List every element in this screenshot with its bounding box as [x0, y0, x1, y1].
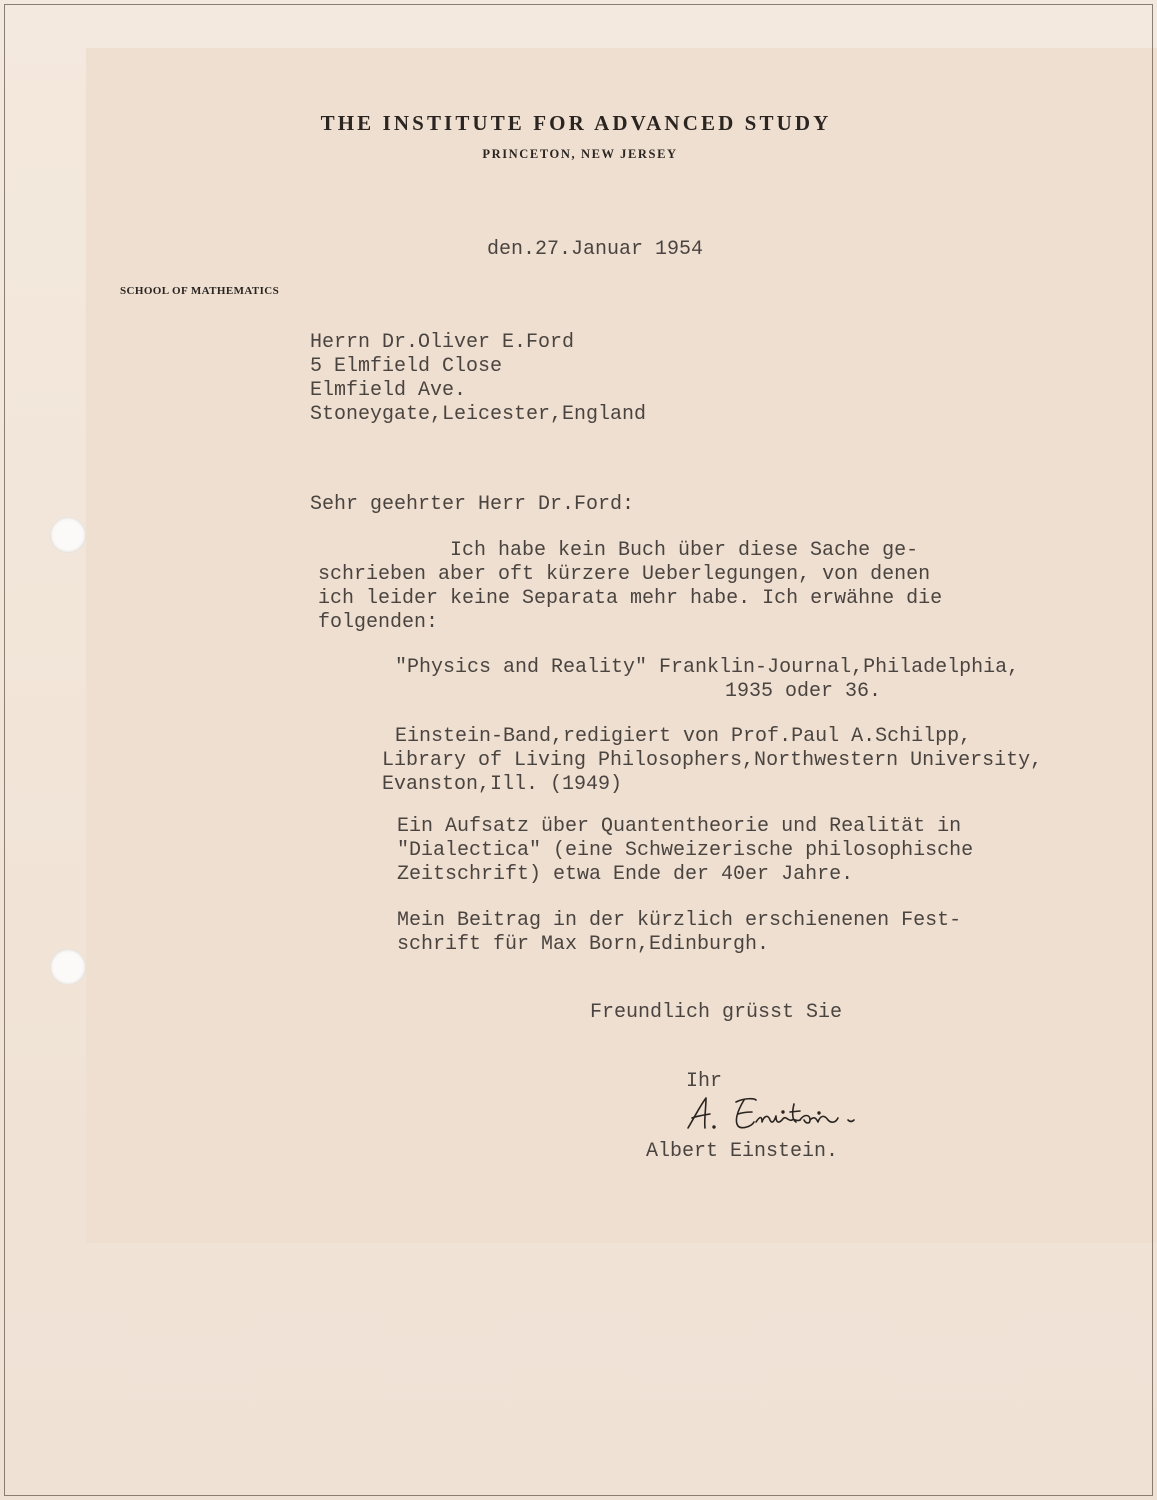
- school-name: SCHOOL OF MATHEMATICS: [120, 285, 280, 297]
- closing-greeting: Freundlich grüsst Sie: [590, 1001, 843, 1024]
- closing-ihr: Ihr: [686, 1070, 723, 1093]
- typed-name: Albert Einstein.: [646, 1140, 839, 1163]
- reference-line: "Physics and Reality" Franklin-Journal,Philadelphia,: [395, 656, 1020, 679]
- institution-name: THE INSTITUTE FOR ADVANCED STUDY: [320, 111, 832, 135]
- reference-line: Library of Living Philosophers,Northwestern University,: [382, 749, 1043, 772]
- institution-location: PRINCETON, NEW JERSEY: [482, 147, 678, 161]
- handwritten-signature: [682, 1092, 902, 1138]
- reference-line: schrift für Max Born,Edinburgh.: [397, 933, 770, 956]
- address-line: Elmfield Ave.: [310, 379, 467, 402]
- body-line: folgenden:: [318, 611, 439, 634]
- reference-line: "Dialectica" (eine Schweizerische philosophische: [397, 839, 974, 862]
- reference-line: Ein Aufsatz über Quantentheorie und Realität in: [397, 815, 962, 838]
- reference-line: Evanston,Ill. (1949): [382, 773, 623, 796]
- reference-line: 1935 oder 36.: [725, 680, 882, 703]
- letterhead: [306, 111, 846, 162]
- address-line: 5 Elmfield Close: [310, 355, 503, 378]
- address-line: Herrn Dr.Oliver E.Ford: [310, 331, 575, 354]
- address-line: Stoneygate,Leicester,England: [310, 403, 647, 426]
- reference-line: Zeitschrift) etwa Ende der 40er Jahre.: [397, 863, 854, 886]
- reference-line: Mein Beitrag in der kürzlich erschienenen Fest-: [397, 909, 962, 932]
- punch-hole-upper: [50, 517, 86, 553]
- body-line: Ich habe kein Buch über diese Sache ge-: [450, 539, 919, 562]
- body-line: ich leider keine Separata mehr habe. Ich erwähne die: [318, 587, 943, 610]
- salutation: Sehr geehrter Herr Dr.Ford:: [310, 493, 635, 516]
- body-line: schrieben aber oft kürzere Ueberlegungen, von denen: [318, 563, 931, 586]
- punch-hole-lower: [50, 949, 86, 985]
- letter-date: den.27.Januar 1954: [487, 238, 704, 261]
- reference-line: Einstein-Band,redigiert von Prof.Paul A.Schilpp,: [395, 725, 972, 748]
